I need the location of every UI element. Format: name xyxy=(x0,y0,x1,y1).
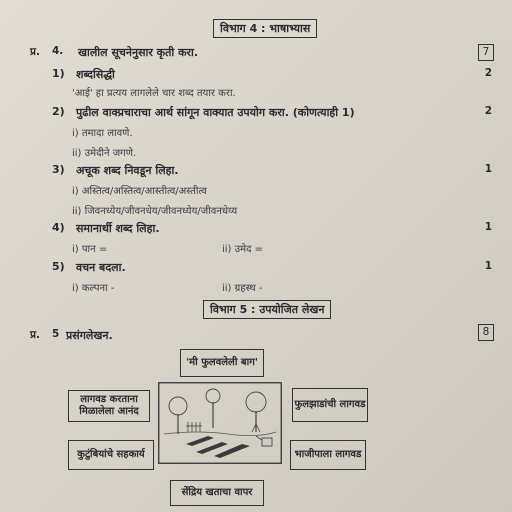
item-right: ii) उमेद = xyxy=(222,244,263,255)
q4-prefix: प्र. xyxy=(30,46,40,58)
item-marks: 1 xyxy=(484,260,492,272)
item-line: ii) उमेदीने जगणे. xyxy=(72,148,137,159)
item-line: i) अस्तित्व/अस्तित्व/आस्तीत्व/अस्तीत्व xyxy=(72,186,207,197)
center-title-card: 'मी फुलवलेली बाग' xyxy=(180,349,264,377)
q4-number: 4. xyxy=(52,45,64,57)
garden-bed-icon xyxy=(186,436,250,458)
section5-title: विभाग 5 : उपयोजित लेखन xyxy=(203,300,331,319)
garden-illustration xyxy=(158,382,282,464)
item-title: पुढील वाक्प्रचाराचा आर्थ सांगून वाक्यात उपयोग करा. (कोणत्याही 1) xyxy=(76,106,355,119)
tree-icon xyxy=(246,392,266,432)
item-marks: 2 xyxy=(484,105,492,117)
q5-prefix: प्र. xyxy=(30,329,40,341)
q5-marks: 8 xyxy=(478,324,494,341)
left-bottom-card: कुटुंबियांचे सहकार्य xyxy=(68,440,154,470)
item-marks: 2 xyxy=(484,67,492,79)
item-number: 5) xyxy=(52,260,65,273)
item-left: i) कल्पना - xyxy=(72,283,115,294)
item-right: ii) ग्रहस्थ - xyxy=(222,283,263,294)
q4-marks: 7 xyxy=(478,44,494,61)
item-number: 1) xyxy=(52,67,65,80)
item-marks: 1 xyxy=(484,221,492,233)
item-title: समानार्थी शब्द लिहा. xyxy=(76,222,160,235)
watering-can-icon xyxy=(256,436,272,446)
item-marks: 1 xyxy=(484,163,492,175)
item-title: वचन बदला. xyxy=(76,261,126,274)
item-line: ii) जिवनध्येय/जीवनधेय/जीवनध्येय/जीवनधेय्य xyxy=(72,206,238,217)
item-line: i) तमादा लावणे. xyxy=(72,128,133,139)
fence-icon xyxy=(186,422,202,432)
tree-icon xyxy=(206,389,220,428)
right-bottom-card: भाजीपाला लागवड xyxy=(290,440,366,470)
item-title: शब्दसिद्धी xyxy=(76,68,115,81)
item-title: अचूक शब्द निवडून लिहा. xyxy=(76,164,179,177)
section4-title: विभाग 4 : भाषाभ्यास xyxy=(213,19,317,38)
item-line: 'आई' हा प्रत्यय लागलेले चार शब्द तयार करा. xyxy=(72,88,236,99)
bottom-card: सेंद्रिय खताचा वापर xyxy=(170,480,264,506)
right-top-card: फुलझाडांची लागवड xyxy=(292,388,368,422)
item-number: 2) xyxy=(52,105,65,118)
tree-icon xyxy=(169,397,187,434)
item-number: 3) xyxy=(52,163,65,176)
q5-number: 5 xyxy=(52,328,60,340)
q5-text: प्रसंगलेखन. xyxy=(66,329,113,342)
left-top-card: लागवड करताना मिळालेला आनंद xyxy=(68,390,150,422)
item-left: i) पान = xyxy=(72,244,108,255)
item-number: 4) xyxy=(52,221,65,234)
q4-text: खालील सूचनेनुसार कृती करा. xyxy=(78,46,199,59)
